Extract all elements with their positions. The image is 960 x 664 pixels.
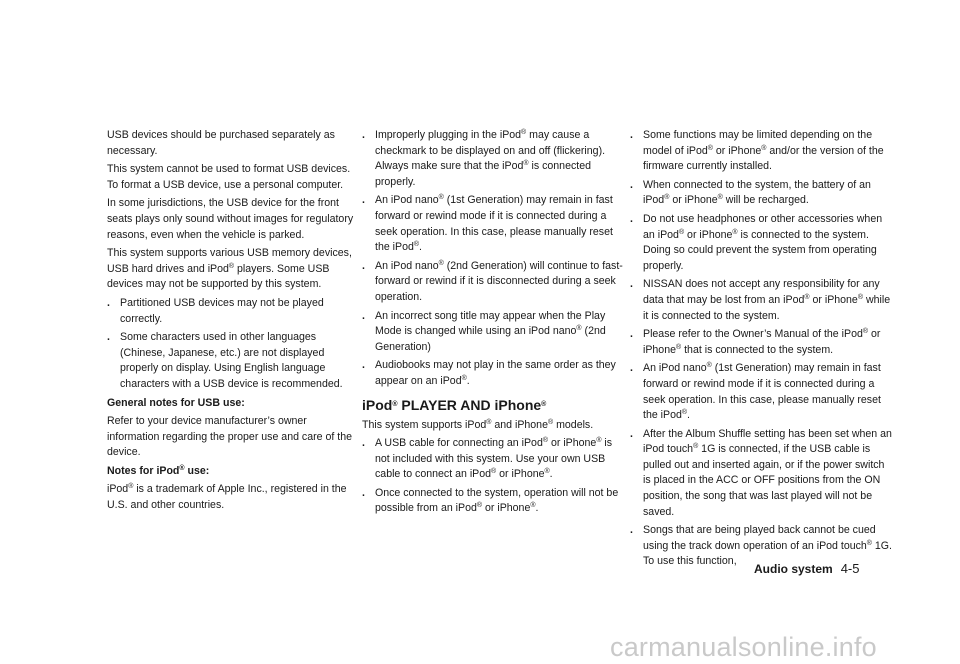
paragraph: In some jurisdictions, the USB device for the front seats plays only sound without images for regulatory reasons, even when the vehicle is parked. xyxy=(107,197,354,241)
bullet-icon: . xyxy=(630,524,633,537)
list-item: . Improperly plugging in the iPod® may cause a checkmark to be displayed on and off (flickering). Always make sure that the iPod® is connected properly. xyxy=(362,129,606,188)
bullet-icon: . xyxy=(630,129,633,141)
page-footer xyxy=(754,561,859,576)
bullet-icon: . xyxy=(630,328,633,341)
bullet-icon: . xyxy=(630,212,633,225)
bullet-icon: . xyxy=(362,359,365,372)
list-item: . Songs that are being played back cannot be cued using the track down operation of an iPod touch® 1G. To use this function, xyxy=(630,524,892,568)
list-item: . Please refer to the Owner’s Manual of the iPod® or iPhone® that is connected to the system. xyxy=(630,328,881,356)
list-item: . An iPod nano® (2nd Generation) will continue to fast-forward or rewind if it is disconnected during a seek operation. xyxy=(362,259,623,303)
paragraph: This system cannot be used to format USB devices. To format a USB device, use a personal computer. xyxy=(107,163,351,191)
column-middle xyxy=(362,128,624,520)
paragraph: This system supports various USB memory devices, USB hard drives and iPod® players. Some USB devices may not be supported by this system. xyxy=(107,247,352,291)
list-item: . An iPod nano® (1st Generation) may remain in fast forward or rewind mode if it is connected during a seek operation. In this case, please manually reset the iPod®. xyxy=(630,362,881,422)
bullet-icon: . xyxy=(630,362,633,375)
bullet-icon: . xyxy=(107,331,110,344)
paragraph: Refer to your device manufacturer’s owner information regarding the proper use and care of the device. xyxy=(107,415,352,459)
bullet-icon: . xyxy=(630,178,633,191)
paragraph: iPod® is a trademark of Apple Inc., registered in the U.S. and other countries. xyxy=(107,483,347,512)
footer-section-label: Audio system xyxy=(754,562,833,576)
list-item: . Partitioned USB devices may not be played correctly. xyxy=(107,296,324,325)
list-item: . Once connected to the system, operation will not be possible from an iPod® or iPhone®. xyxy=(362,486,619,515)
column-right xyxy=(630,128,892,573)
list-item: . Audiobooks may not play in the same order as they appear on an iPod®. xyxy=(362,359,616,387)
list-item: . A USB cable for connecting an iPod® or iPhone® is not included with this system. Use your own USB cable to connect an iPod® or iPhone®. xyxy=(362,437,613,481)
bullet-icon: . xyxy=(362,309,365,322)
list-item: . An incorrect song title may appear when the Play Mode is changed while using an iPod nano® (2nd Generation) xyxy=(362,309,606,353)
bullet-icon: . xyxy=(362,129,365,141)
subheading: General notes for USB use: xyxy=(107,396,245,409)
section-title: iPod® PLAYER AND iPhone® xyxy=(362,396,547,413)
paragraph: USB devices should be purchased separately as necessary. xyxy=(107,129,335,157)
list-item: . When connected to the system, the battery of an iPod® or iPhone® will be recharged. xyxy=(630,178,871,207)
list-item: . NISSAN does not accept any responsibility for any data that may be lost from an iPod® or iPhone® while it is connected to the system. xyxy=(630,278,891,322)
list-item: . An iPod nano® (1st Generation) may remain in fast forward or rewind mode if it is connected during a seek operation. In this case, please manually reset the iPod®. xyxy=(362,194,613,254)
bullet-icon: . xyxy=(362,437,365,450)
list-item: . Some characters used in other languages (Chinese, Japanese, etc.) are not displayed properly on display. Using English language characters with a USB device is recommended. xyxy=(107,331,343,390)
bullet-icon: . xyxy=(630,278,633,291)
bullet-icon: . xyxy=(107,296,110,309)
subheading: Notes for iPod® use: xyxy=(107,464,210,477)
bullet-icon: . xyxy=(362,259,365,272)
column-left xyxy=(107,128,362,517)
page-number: 4-5 xyxy=(840,561,860,576)
list-item: . Do not use headphones or other accessories when an iPod® or iPhone® is connected to the system. Doing so could prevent the system from operating properly. xyxy=(630,212,883,272)
paragraph: This system supports iPod® and iPhone® models. xyxy=(362,418,594,431)
list-item: . Some functions may be limited depending on the model of iPod® or iPhone® and/or the version of the firmware currently installed. xyxy=(630,129,884,173)
bullet-icon: . xyxy=(362,194,365,207)
bullet-icon: . xyxy=(362,486,365,499)
watermark: carmanualsonline.info xyxy=(610,632,877,662)
list-item: . After the Album Shuffle setting has been set when an iPod touch® 1G is connected, if the USB cable is pulled out and inserted again, or if the power switch is placed in the ACC or OFF positions from the ON position, the song that was last played will not be saved. xyxy=(630,427,892,518)
bullet-icon: . xyxy=(630,427,633,440)
